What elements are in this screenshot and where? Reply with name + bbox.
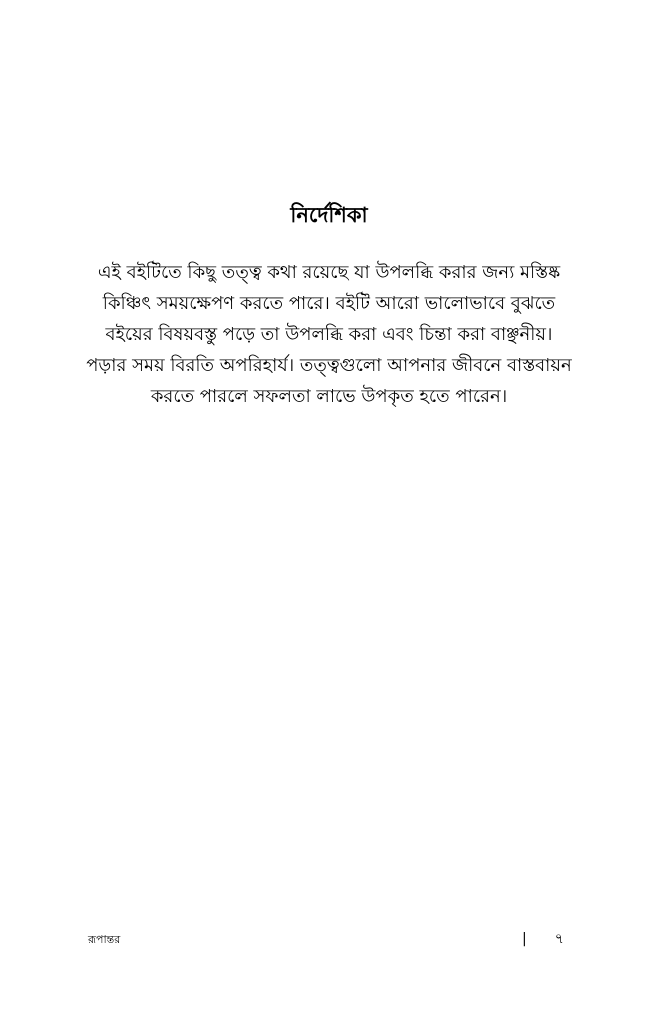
paragraph-line: পড়ার সময় বিরতি অপরিহার্য। তত্ত্বগুলো আপনার জীবনে বাস্তবায়ন <box>86 355 572 376</box>
paragraph-line: এই বইটিতে কিছু তত্ত্ব কথা রয়েছে যা উপলব্ধি করার জন্য মস্তিষ্ক <box>97 262 561 283</box>
paragraph-line: করতে পারলে সফলতা লাভে উপকৃত হতে পারেন। <box>150 386 508 407</box>
footer-page-info <box>522 930 564 948</box>
paragraph-line: বইয়ের বিষয়বস্তু পড়ে তা উপলব্ধি করা এবং চিন্তা করা বাঞ্ছনীয়। <box>105 324 553 345</box>
body-paragraph <box>80 257 578 412</box>
footer-book-title: রূপান্তর <box>88 933 121 946</box>
paragraph-line: কিঞ্চিৎ সময়ক্ষেপণ করতে পারে। বইটি আরো ভালোভাবে বুঝতে <box>102 293 556 314</box>
page-number: ৭ <box>554 931 564 947</box>
footer-separator: | <box>522 931 527 947</box>
page-title: নির্দেশিকা <box>290 203 368 227</box>
